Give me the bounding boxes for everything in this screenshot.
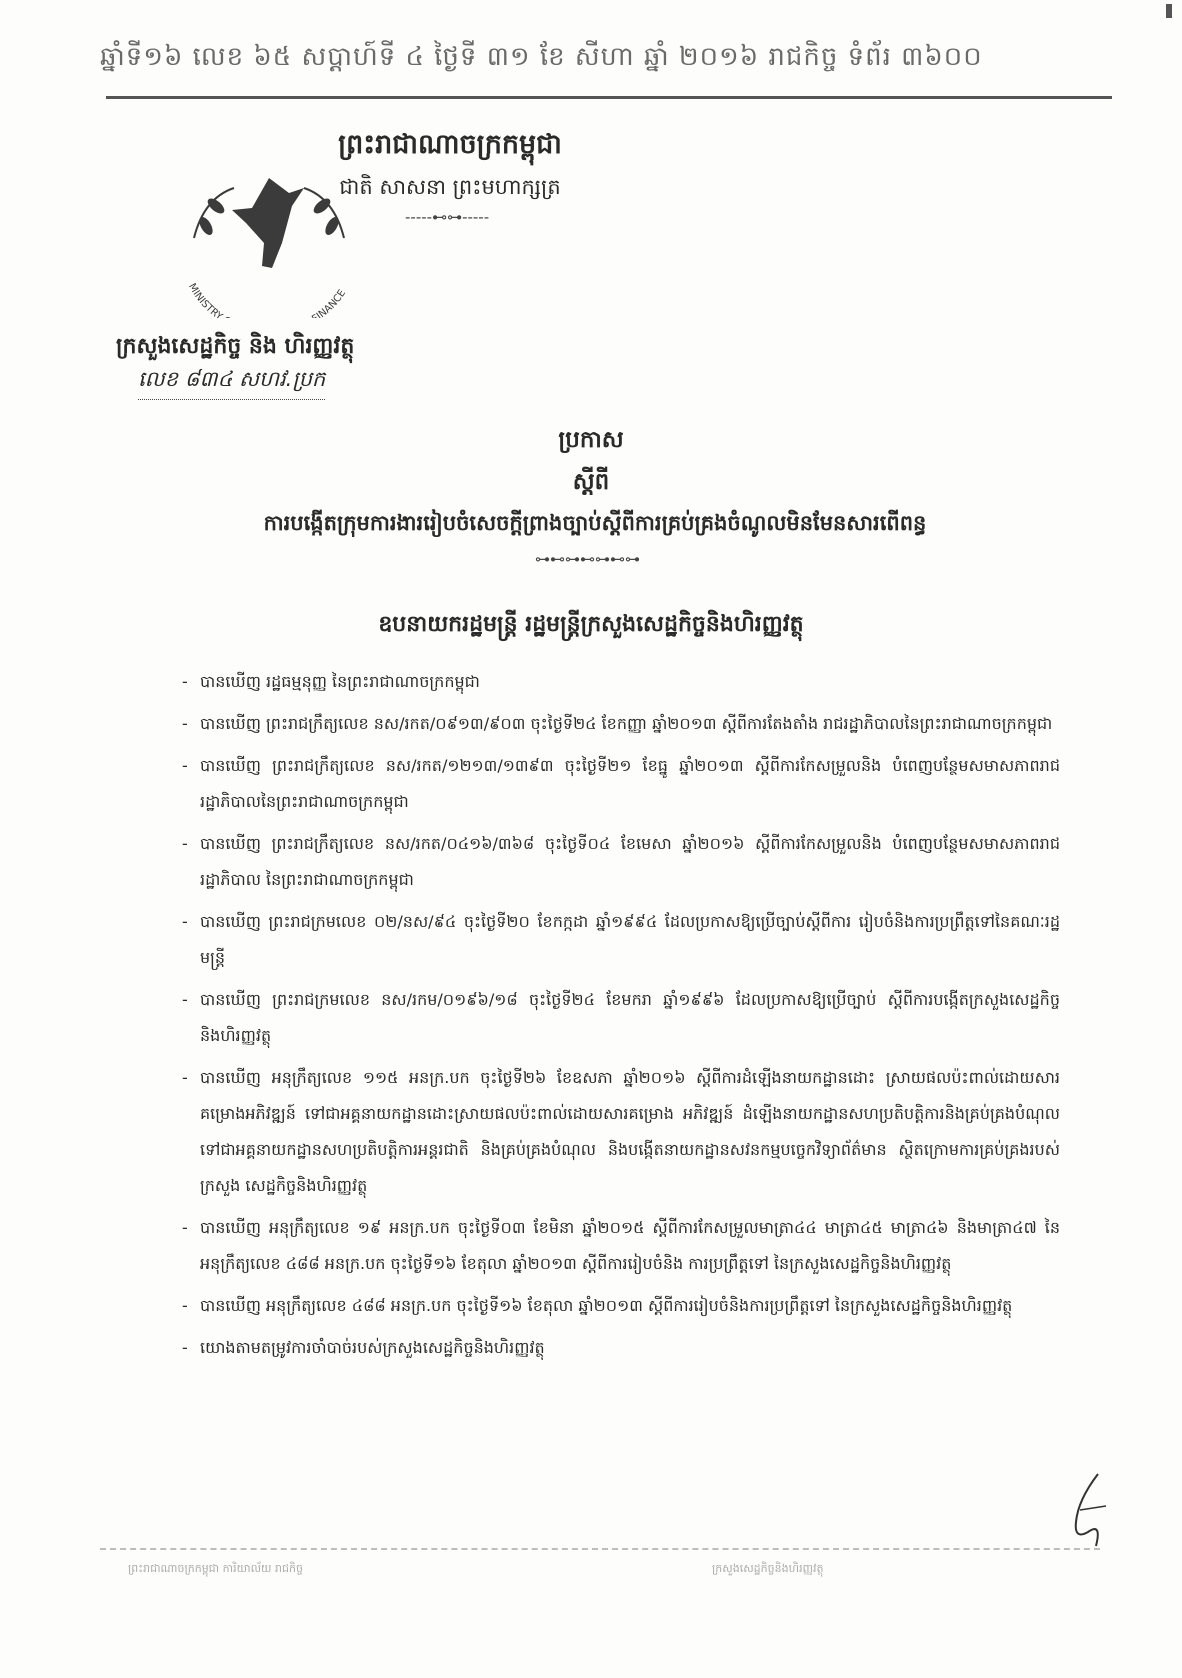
gazette-header: ឆ្នាំទី១៦ លេខ ៦៥ សប្ដាហ៍ទី ៤ ថ្ងៃទី ៣១ ខែ សីហា ឆ្នាំ ២០១៦ រាជកិច្ច ទំព័រ ៣៦០០ [100,42,983,72]
list-item: - បានឃើញ រដ្ឋធម្មនុញ្ញ នៃព្រះរាជាណាចក្រកម្ពុជា [182,664,1060,700]
list-item: - បានឃើញ ព្រះរាជក្រមលេខ នស/រកម/០១៩៦/១៨ ចុះថ្ងៃទី២៤ ខែមករា ឆ្នាំ១៩៩៦ ដែលប្រកាសឱ្យប្រើច្បាប់ ស្ដីពីការបង្កើតក្រសួងសេដ្ឋកិច្ចនិងហិរញ្ញវត្ថុ [182,982,1060,1054]
header-rule [106,96,1112,99]
ministry-seal-logo [154,148,384,318]
subject-divider: ⊶⊷⊶⊷⊶⊷⊶ [535,550,640,568]
issuer-title: ឧបនាយករដ្ឋមន្ត្រី រដ្ឋមន្ត្រីក្រសួងសេដ្ឋកិច្ចនិងហិរញ្ញវត្ថុ [378,612,804,637]
seal-emblem-icon [154,148,384,318]
scan-edge-mark [1166,4,1172,18]
list-item: - បានឃើញ អនុក្រឹត្យលេខ ១១៥ អនក្រ.បក ចុះថ្ងៃទី២៦ ខែឧសភា ឆ្នាំ២០១៦ ស្ដីពីការដំឡើងនាយកដ្ឋានដោះ ស្រាយផលប៉ះពាល់ដោយសារគម្រោងអភិវឌ្ឍន៍ ទៅជាអគ្គនាយកដ្ឋានដោះស្រាយផលប៉ះពាល់ដោយសារគម្រោង អភិវឌ្ឍន៍ ដំឡើងនាយកដ្ឋានសហប្រតិបត្តិការនិងគ្រប់គ្រងបំណុល ទៅជាអគ្គនាយកដ្ឋានសហប្រតិបត្តិការអន្តរជាតិ និងគ្រប់គ្រងបំណុល និងបង្កើតនាយកដ្ឋានសវនកម្មបច្ចេកវិទ្យាព័ត៌មាន ស្ថិតក្រោមការគ្រប់គ្រងរបស់ក្រសួង សេដ្ឋកិច្ចនិងហិរញ្ញវត្ថុ [182,1060,1060,1204]
handwritten-signature [1058,1470,1114,1550]
footer-rule [100,1548,1100,1550]
kingdom-divider: -----⊷⊶----- [405,208,490,226]
document-about: ស្ដីពី [572,469,610,495]
reference-number: លេខ ៨៣៤ សហវ.ប្រក [138,366,325,400]
list-item: - យោងតាមតម្រូវការចាំបាច់របស់ក្រសួងសេដ្ឋកិច្ចនិងហិរញ្ញវត្ថុ [182,1330,1060,1366]
list-item: - បានឃើញ អនុក្រឹត្យលេខ ៤៨៨ អនក្រ.បក ចុះថ្ងៃទី១៦ ខែតុលា ឆ្នាំ២០១៣ ស្ដីពីការរៀបចំនិងការប្រព្រឹត្តទៅ នៃក្រសួងសេដ្ឋកិច្ចនិងហិរញ្ញវត្ថុ [182,1288,1060,1324]
kingdom-title: ព្រះរាជាណាចក្រកម្ពុជា [338,129,562,160]
footer-left-text: ព្រះរាជាណាចក្រកម្ពុជា ការិយាល័យ រាជកិច្ច [128,1562,303,1575]
document-type: ប្រកាស [558,427,624,453]
seal-text: MINISTRY INANCE [185,281,349,318]
ministry-name: ក្រសួងសេដ្ឋកិច្ច និង ហិរញ្ញវត្ថុ [116,334,355,359]
document-subject: ការបង្កើតក្រុមការងាររៀបចំសេចក្ដីព្រាងច្បាប់ស្ដីពីការគ្រប់គ្រងចំណូលមិនមែនសារពើពន្ធ [263,511,927,535]
list-item: - បានឃើញ អនុក្រឹត្យលេខ ១៩ អនក្រ.បក ចុះថ្ងៃទី០៣ ខែមិនា ឆ្នាំ២០១៥ ស្ដីពីការកែសម្រួលមាត្រា៤៤ មាត្រា៤៥ មាត្រា៤៦ និងមាត្រា៤៧ នៃអនុក្រឹត្យលេខ ៤៨៨ អនក្រ.បក ចុះថ្ងៃទី១៦ ខែតុលា ឆ្នាំ២០១៣ ស្ដីពីការរៀបចំនិង ការប្រព្រឹត្តទៅ នៃក្រសួងសេដ្ឋកិច្ចនិងហិរញ្ញវត្ថុ [182,1210,1060,1282]
list-item: - បានឃើញ ព្រះរាជក្រឹត្យលេខ នស/រកត/០៩១៣/៩០៣ ចុះថ្ងៃទី២៤ ខែកញ្ញា ឆ្នាំ២០១៣ ស្ដីពីការតែងតាំង រាជរដ្ឋាភិបាលនៃព្រះរាជាណាចក្រកម្ពុជា [182,706,1060,742]
list-item: - បានឃើញ ព្រះរាជក្រឹត្យលេខ នស/រកត/១២១៣/១៣៩៣ ចុះថ្ងៃទី២១ ខែធ្នូ ឆ្នាំ២០១៣ ស្ដីពីការកែសម្រួលនិង បំពេញបន្ថែមសមាសភាពរាជរដ្ឋាភិបាលនៃព្រះរាជាណាចក្រកម្ពុជា [182,748,1060,820]
footer-right-text: ក្រសួងសេដ្ឋកិច្ចនិងហិរញ្ញវត្ថុ [712,1562,824,1575]
list-item: - បានឃើញ ព្រះរាជក្រមលេខ ០២/នស/៩៤ ចុះថ្ងៃទី២០ ខែកក្កដា ឆ្នាំ១៩៩៤ ដែលប្រកាសឱ្យប្រើច្បាប់ស្ដីពីការ រៀបចំនិងការប្រព្រឹត្តទៅនៃគណៈរដ្ឋមន្ត្រី [182,904,1060,976]
preamble-list [182,664,1060,1372]
list-item: - បានឃើញ ព្រះរាជក្រឹត្យលេខ នស/រកត/០៤១៦/៣៦៨ ចុះថ្ងៃទី០៤ ខែមេសា ឆ្នាំ២០១៦ ស្ដីពីការកែសម្រួលនិង បំពេញបន្ថែមសមាសភាពរាជរដ្ឋាភិបាល នៃព្រះរាជាណាចក្រកម្ពុជា [182,826,1060,898]
kingdom-motto: ជាតិ សាសនា ព្រះមហាក្សត្រ [339,175,561,199]
